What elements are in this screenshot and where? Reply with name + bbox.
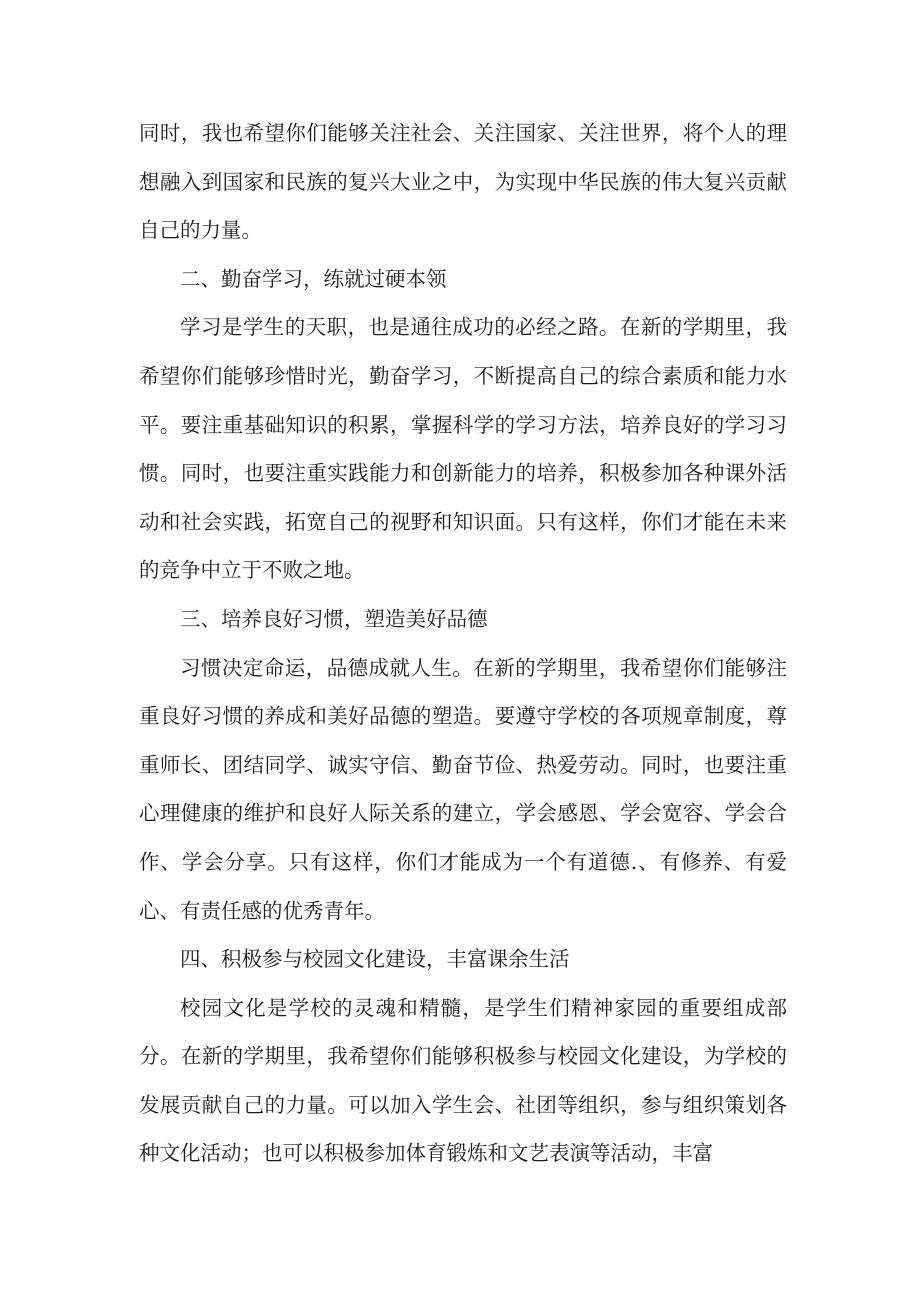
paragraph-continuation: 同时，我也希望你们能够关注社会、关注国家、关注世界，将个人的理想融入到国家和民族的复兴大业之中，为实现中华民族的伟大复兴贡献自己的力量。 — [139, 121, 787, 243]
section-heading-4: 四、积极参与校园文化建设，丰富课余生活 — [180, 947, 570, 972]
paragraph-campus-culture: 校园文化是学校的灵魂和精髓，是学生们精神家园的重要组成部分。在新的学期里，我希望你们能够积极参与校园文化建设，为学校的发展贡献自己的力量。可以加入学生会、社团等组织，参与组织策划各种文化活动；也可以积极参加体育锻炼和文艺表演等活动，丰富 — [139, 995, 787, 1166]
document-page — [139, 109, 787, 1178]
paragraph-study: 学习是学生的天职，也是通往成功的必经之路。在新的学期里，我希望你们能够珍惜时光，勤奋学习，不断提高自己的综合素质和能力水平。要注重基础知识的积累，掌握科学的学习方法，培养良好的学习习惯。同时，也要注重实践能力和创新能力的培养，积极参加各种课外活动和社会实践，拓宽自己的视野和知识面。只有这样，你们才能在未来的竞争中立于不败之地。 — [139, 315, 787, 583]
section-heading-3: 三、培养良好习惯，塑造美好品德 — [180, 606, 488, 631]
section-heading-2: 二、勤奋学习，练就过硬本领 — [180, 266, 447, 291]
paragraph-habits: 习惯决定命运，品德成就人生。在新的学期里，我希望你们能够注重良好习惯的养成和美好品德的塑造。要遵守学校的各项规章制度，尊重师长、团结同学、诚实守信、勤奋节俭、热爱劳动。同时，也要注重心理健康的维护和良好人际关系的建立，学会感恩、学会宽容、学会合作、学会分享。只有这样，你们才能成为一个有道德.、有修养、有爱心、有责任感的优秀青年。 — [139, 655, 787, 923]
